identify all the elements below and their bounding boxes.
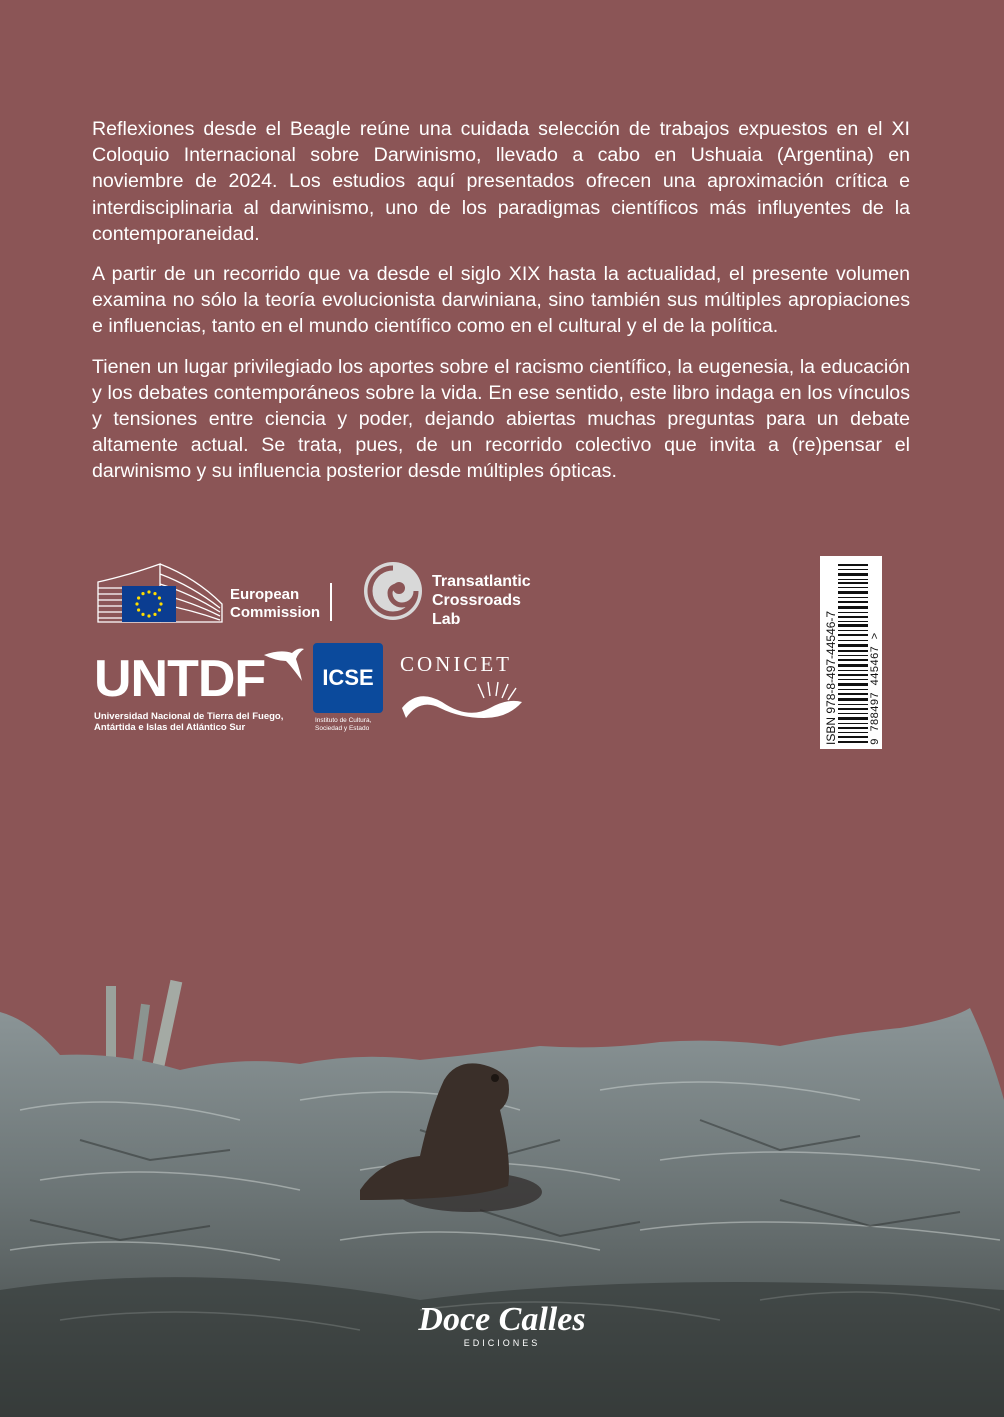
conicet-logo [398, 652, 528, 732]
icse-subtitle [315, 717, 395, 733]
untdf-subtitle-line1: Universidad Nacional de Tierra del Fuego, [94, 711, 284, 722]
wave-icon [398, 678, 526, 726]
untdf-subtitle [94, 711, 283, 733]
conicet-wordmark: CONICET [400, 652, 512, 676]
untdf-logo [94, 645, 306, 735]
ec-label-line2: Commission [230, 604, 321, 621]
blurb-paragraph-2: A partir de un recorrido que va desde el siglo XIX hasta la actualidad, el presente volumen examina no sólo la teoría evolucionista darwiniana, sino también sus múltiples apropiaciones e influencias, tanto en el mundo científico como en el cultural y el de la política. [92, 263, 910, 338]
tcl-label [432, 572, 552, 629]
logo-divider [330, 583, 332, 621]
bird-icon [262, 645, 306, 685]
publisher-subtitle: EDICIONES [463, 1338, 541, 1348]
ec-label-line1: European [230, 586, 300, 603]
icse-subtitle-line2: Sociedad y Estado [315, 725, 370, 732]
icse-badge: ICSE [313, 643, 383, 713]
publisher-logo [0, 1300, 1004, 1348]
icse-logo [313, 643, 385, 738]
european-commission-logo [96, 560, 326, 626]
publisher-name: Doce Calles [418, 1301, 586, 1338]
transatlantic-crossroads-lab-logo [362, 560, 552, 628]
barcode-icon [838, 560, 868, 745]
barcode-digits: 9 788497 445467 > [870, 632, 882, 745]
spiral-icon [362, 560, 424, 622]
blurb-paragraph-1: Reflexiones desde el Beagle reúne una cuidada selección de trabajos expuestos en el XI Coloquio Internacional sobre Darwinismo, llevado a cabo en Ushuaia (Argentina) en noviembre de 2024. Los estudios aquí presentados ofrecen una aproximación crítica e interdisciplinaria al darwinismo, uno de los paradigmas científicos más influyentes de la contemporaneidad. [92, 118, 910, 245]
blurb-paragraph-3: Tienen un lugar privilegiado los aportes sobre el racismo científico, la eugenesia, la educación y los debates contemporáneos sobre la vida. En ese sentido, este libro indaga en los vínculos y tensiones entre ciencia y poder, dejando abiertas muchas preguntas para un debate altamente actual. Se trata, pues, de un recorrido colectivo que invita a (re)pensar el darwinismo y su influencia posterior desde múltiples ópticas. [92, 355, 910, 483]
rocky-shore-photo [0, 960, 1004, 1417]
ec-label [230, 586, 320, 622]
tcl-label-line1: Transatlantic [432, 573, 531, 590]
icse-subtitle-line1: Instituto de Cultura, [315, 717, 372, 724]
tcl-label-line2: Crossroads Lab [432, 592, 521, 628]
untdf-subtitle-line2: Antártida e Islas del Atlántico Sur [94, 722, 246, 733]
untdf-wordmark: UNTDF [94, 650, 266, 708]
back-cover-blurb [92, 116, 910, 499]
isbn-number: ISBN 978-8-497-44546-7 [824, 610, 838, 745]
ec-building-icon [96, 560, 226, 626]
